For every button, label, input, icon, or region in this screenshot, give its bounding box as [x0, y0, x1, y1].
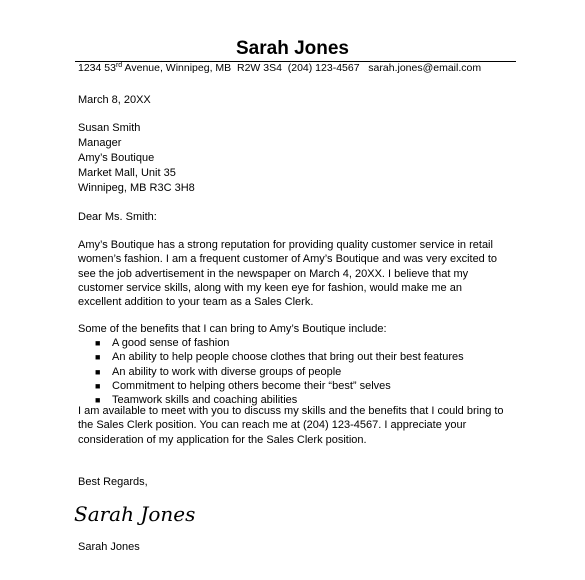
- recipient-street: Market Mall, Unit 35: [78, 167, 176, 179]
- benefits-intro: Some of the benefits that I can bring to Amy’s Boutique include:: [78, 323, 387, 335]
- letter-date: March 8, 20XX: [78, 94, 151, 106]
- paragraph-line: excellent addition to your team as a Sales Clerk.: [78, 296, 314, 309]
- closing: Best Regards,: [78, 476, 148, 488]
- square-bullet-icon: ■: [95, 395, 101, 406]
- address-number: 1234 53: [78, 62, 116, 74]
- list-item: [78, 379, 464, 393]
- paragraph-line: see the job advertisement in the newspaper on March 4, 20XX. I believe that my: [78, 267, 469, 280]
- paragraph-availability: [78, 404, 504, 447]
- list-item-text: A good sense of fashion: [112, 337, 230, 349]
- paragraph-line: Amy’s Boutique has a strong reputation for providing quality customer service in retail: [78, 239, 493, 251]
- paragraph-line: the Sales Clerk position. You can reach me at (204) 123-4567. I appreciate your: [78, 419, 467, 432]
- list-item-text: Commitment to helping others become their “best” selves: [112, 379, 391, 392]
- paragraph-line: I am available to meet with you to discuss my skills and the benefits that I could bring to: [78, 405, 504, 417]
- address-and-contact: Avenue, Winnipeg, MB R2W 3S4 (204) 123-4567 sarah.jones@email.com: [122, 62, 482, 74]
- benefits-list: [78, 336, 464, 407]
- recipient-company: Amy’s Boutique: [78, 152, 155, 164]
- paragraph-introduction: [78, 238, 497, 309]
- address-ordinal-suffix: rd: [115, 62, 123, 69]
- square-bullet-icon: ■: [95, 380, 101, 391]
- square-bullet-icon: ■: [95, 338, 101, 348]
- square-bullet-icon: ■: [95, 366, 101, 377]
- recipient-title: Manager: [78, 137, 122, 149]
- list-item-text: An ability to help people choose clothes that bring out their best features: [112, 351, 464, 364]
- paragraph-line: women’s fashion. I am a frequent customer of Amy’s Boutique and was very excited to: [78, 253, 498, 266]
- paragraph-line: customer service skills, along with my keen eye for fashion, would make me an: [78, 281, 462, 294]
- list-item: [78, 350, 464, 364]
- signer-name: Sarah Jones: [78, 541, 140, 553]
- recipient-city: Winnipeg, MB R3C 3H8: [78, 182, 195, 194]
- sender-name-heading: Sarah Jones: [236, 38, 349, 59]
- list-item-text: Teamwork skills and coaching abilities: [112, 394, 298, 407]
- square-bullet-icon: ■: [95, 352, 101, 363]
- paragraph-line: consideration of my application for the Sales Clerk position.: [78, 433, 367, 446]
- handwritten-signature: Sarah Jones: [74, 502, 196, 526]
- list-item-text: An ability to work with diverse groups of people: [112, 365, 342, 378]
- salutation: Dear Ms. Smith:: [78, 211, 157, 223]
- list-item: [78, 365, 464, 379]
- recipient-name: Susan Smith: [78, 122, 141, 134]
- sender-contact-line: [78, 62, 481, 74]
- list-item: [78, 336, 464, 350]
